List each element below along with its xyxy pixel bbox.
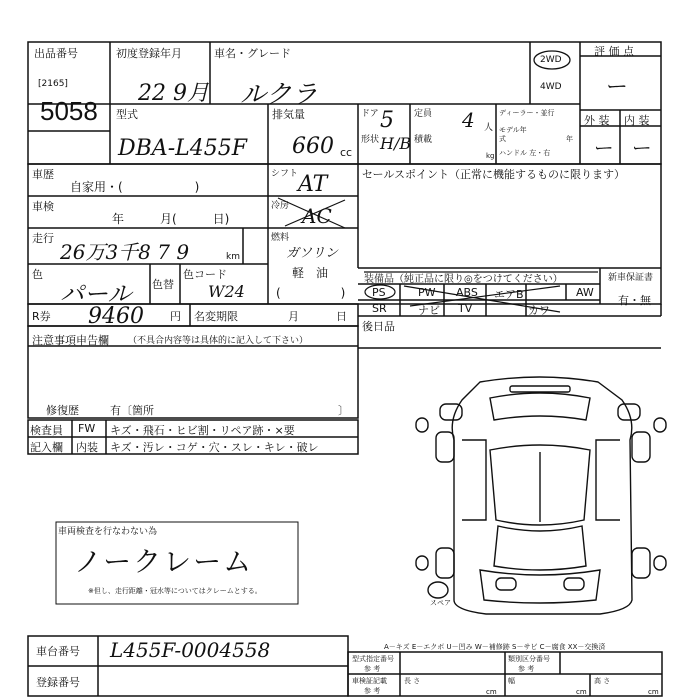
drive-4wd: 4WD xyxy=(540,82,562,92)
inspector-interior: 内装 xyxy=(76,441,98,454)
equipment-sr: SR xyxy=(372,302,387,315)
history-value: 自家用・( ) xyxy=(70,180,200,194)
capacity-unit: 人 xyxy=(484,123,494,133)
lot-number: 5058 xyxy=(40,96,98,126)
first-registration-value: 22 9月 xyxy=(138,81,209,106)
color-swap-label: 色替 xyxy=(152,278,174,291)
equipment-tv: TV xyxy=(458,302,473,315)
warranty-label: 新車保証書 xyxy=(608,273,654,283)
inspector-interior-text: キズ・汚レ・コゲ・穴・スレ・キレ・破レ xyxy=(110,441,319,454)
equipment-navi: ナビ xyxy=(418,304,440,317)
registration-label: 登録番号 xyxy=(36,676,80,689)
equipment-leather: カワ xyxy=(528,304,550,317)
inspector-label-2: 記入欄 xyxy=(30,441,63,454)
width-label: 幅 xyxy=(508,677,515,685)
exterior-value: ー xyxy=(592,136,612,160)
name-change-label: 名変期限 xyxy=(194,310,238,323)
shift-value: AT xyxy=(298,172,328,197)
post-delivery-label: 後日品 xyxy=(362,320,395,333)
lot-number-label: 出品番号 xyxy=(34,47,78,60)
recycle-ticket-label: R券 xyxy=(32,310,51,323)
stamp-top-text: 車両検査を行なわない為 xyxy=(58,527,158,537)
ac-value: AC xyxy=(302,204,332,228)
drive-2wd: 2WD xyxy=(540,55,562,65)
color-code-label: 色コード xyxy=(183,268,227,281)
length-label: 長 さ xyxy=(404,677,421,685)
color-value: パール xyxy=(60,280,132,308)
fuel-paren: ( ) xyxy=(276,286,346,300)
cert-label: 車検証記載 xyxy=(352,677,387,685)
displacement-unit: cc xyxy=(340,146,353,159)
category-number-label: 類別区分番号 xyxy=(508,655,550,663)
height-label: 高 さ xyxy=(594,677,611,685)
capacity-value: 4 xyxy=(462,108,475,132)
equipment-pw: PW xyxy=(418,286,436,299)
car-body-diagram xyxy=(416,377,666,614)
equipment-airbag: エアB xyxy=(494,288,524,301)
car-name-label: 車名・グレード xyxy=(214,47,291,60)
stamp-no-claim: ノークレーム xyxy=(74,545,254,578)
fuel-gasoline: ガソリン xyxy=(286,246,339,261)
model-year-label: モデル年式 xyxy=(499,126,527,143)
history-label: 車歴 xyxy=(32,168,54,181)
door-value: 5 xyxy=(380,108,394,133)
notes-hint: （不具合内容等は具体的に記入して下さい） xyxy=(128,336,309,346)
equipment-ps: PS xyxy=(372,286,386,299)
interior-value: ー xyxy=(630,136,650,160)
load-label: 積載 xyxy=(414,135,433,145)
color-label: 色 xyxy=(32,268,43,281)
equipment-aw: AW xyxy=(576,286,594,299)
recycle-ticket-value: 9460 xyxy=(88,304,144,329)
rating-label: 評 価 点 xyxy=(594,45,634,58)
inspector-fw-text: キズ・飛石・ヒビ割・リペア跡・×要 xyxy=(110,424,295,437)
name-change-month: 月 xyxy=(288,310,299,323)
shift-label: シフト xyxy=(271,169,299,179)
shape-label: 形状 xyxy=(361,135,380,145)
model-label: 型式 xyxy=(116,108,138,121)
first-registration-label: 初度登録年月 xyxy=(116,47,182,60)
equipment-label: 装備品（純正品に限り◎をつけてください） xyxy=(364,274,563,285)
ac-label: 冷房 xyxy=(271,201,290,211)
handle-label: ハンドル 左・右 xyxy=(499,149,551,157)
rating-value: ー xyxy=(604,75,627,100)
equipment-abs: ABS xyxy=(456,286,478,299)
stamp-note: ※但し、走行距離・冠水等についてはクレームとする。 xyxy=(88,587,262,595)
exterior-label: 外 装 xyxy=(584,114,610,127)
category-number-ref: 参 考 xyxy=(518,665,535,673)
name-change-day: 日 xyxy=(336,310,347,323)
fuel-label: 燃料 xyxy=(271,233,290,243)
capacity-label: 定員 xyxy=(414,109,433,119)
displacement-value: 660 xyxy=(292,134,334,159)
mileage-label: 走行 xyxy=(32,232,54,245)
warranty-value: 有・無 xyxy=(618,294,651,307)
recycle-ticket-yen: 円 xyxy=(170,310,181,323)
door-label: ドア xyxy=(361,109,379,119)
displacement-label: 排気量 xyxy=(272,108,305,121)
chassis-value: L455F-0004558 xyxy=(110,638,271,662)
car-name-value: ルクラ xyxy=(240,80,318,110)
chassis-label: 車台番号 xyxy=(36,645,80,658)
inspector-label: 検査員 xyxy=(30,424,63,437)
dealer-label: ディーラー・並行 xyxy=(499,109,555,117)
inspection-value: 年 月( 日) xyxy=(112,212,230,226)
repair-value: 有〔箇所 xyxy=(110,404,154,417)
type-number-ref: 参 考 xyxy=(364,665,381,673)
fuel-diesel: 軽 油 xyxy=(292,266,329,280)
width-unit: cm xyxy=(576,688,587,696)
length-unit: cm xyxy=(486,688,497,696)
color-code-value: W24 xyxy=(208,282,245,301)
sales-point-label: セールスポイント（正常に機能するものに限ります） xyxy=(362,168,626,181)
inspection-label: 車検 xyxy=(32,200,54,213)
repair-label: 修復歴 xyxy=(46,404,79,417)
interior-label: 内 装 xyxy=(624,114,650,127)
shape-value: H/B xyxy=(380,134,412,153)
repair-close: 〕 xyxy=(338,404,349,417)
type-number-label: 型式指定番号 xyxy=(352,655,394,663)
mileage-value: 26万3千8 7 9 xyxy=(60,240,190,264)
cert-ref: 参 考 xyxy=(364,687,381,695)
spare-label: スペア xyxy=(430,599,451,607)
height-unit: cm xyxy=(648,688,659,696)
notes-title: 注意事項申告欄 xyxy=(32,334,109,347)
load-unit: kg xyxy=(486,152,495,160)
model-value: DBA-L455F xyxy=(118,136,247,161)
year-unit: 年 xyxy=(566,135,573,143)
auction-code: [2165] xyxy=(38,79,68,89)
inspector-fw: FW xyxy=(78,422,96,435)
mileage-unit: km xyxy=(226,252,240,262)
damage-legend: A－キズ E－エクボ U－凹み W－補修跡 S－サビ C－腐食 XX－交換済 xyxy=(384,643,606,651)
